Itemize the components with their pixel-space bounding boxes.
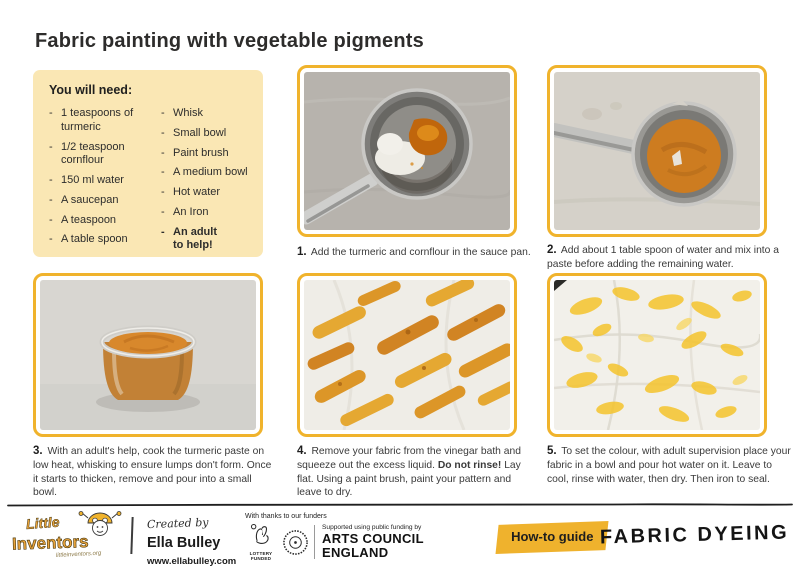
materials-column-1 bbox=[49, 107, 161, 259]
material-item bbox=[161, 206, 251, 220]
step-1-text: Add the turmeric and cornflour in the sauce pan. bbox=[310, 247, 531, 258]
bullet-dash: - bbox=[161, 107, 165, 119]
materials-title: You will need: bbox=[49, 83, 133, 97]
material-label: An Iron bbox=[173, 205, 209, 218]
step-5-text: To set the colour, with adult supervision place your fabric in a bowl and pour hot water on it. Leave to cool, rinse with water, then dry. Then iron to seal. bbox=[547, 446, 791, 485]
bullet-dash: - bbox=[161, 166, 165, 179]
step-1-photo bbox=[297, 65, 517, 237]
step-4-photo bbox=[297, 273, 517, 437]
arts-council-text-block bbox=[322, 524, 424, 560]
material-item bbox=[49, 214, 161, 228]
howto-guide-badge bbox=[496, 521, 609, 554]
arts-council-divider bbox=[314, 525, 315, 559]
material-item bbox=[161, 127, 251, 141]
bullet-dash: - bbox=[49, 174, 53, 186]
material-item bbox=[49, 141, 161, 169]
material-label: Small bowl bbox=[173, 126, 227, 139]
painted-fabric-photo bbox=[304, 280, 510, 430]
material-item bbox=[161, 186, 251, 200]
lottery-funded-logo bbox=[245, 523, 277, 561]
arts-council-roundel-icon bbox=[282, 529, 309, 556]
author-website-link: www.ellabulley.com bbox=[147, 556, 237, 566]
page-title: Fabric painting with vegetable pigments bbox=[35, 30, 424, 52]
material-label: A saucepan bbox=[61, 193, 119, 206]
bullet-dash: - bbox=[161, 205, 165, 218]
bullet-dash: - bbox=[49, 140, 53, 153]
bullet-dash: - bbox=[49, 233, 53, 246]
material-item bbox=[161, 147, 251, 161]
step-3-text: With an adult's help, cook the turmeric paste on low heat, whisking to ensure lumps don't form. Once it starts to thicken, remove and pour into a small bowl. bbox=[33, 446, 272, 499]
material-item bbox=[49, 107, 161, 135]
material-label: A medium bowl bbox=[173, 166, 248, 179]
bowl-of-paste-photo bbox=[40, 280, 256, 430]
bullet-dash: - bbox=[49, 193, 53, 206]
bullet-dash: - bbox=[49, 107, 53, 119]
dyed-fabric-photo bbox=[554, 280, 760, 430]
author-name: Ella Bulley bbox=[147, 535, 221, 551]
material-label bbox=[173, 226, 217, 254]
step-2-number: 2. bbox=[547, 244, 557, 256]
step-1-caption bbox=[297, 245, 533, 260]
material-label-line: to help! bbox=[173, 239, 213, 252]
material-label: Paint brush bbox=[173, 146, 229, 159]
step-4-text-pre: Remove your fabric from the vinegar bath and squeeze out the excess liquid. bbox=[297, 446, 521, 472]
step-4-text-post: Lay flat. Using a paint brush, paint your pattern and leave to dry. bbox=[297, 460, 521, 499]
materials-columns bbox=[49, 107, 251, 259]
step-4-number: 4. bbox=[297, 445, 307, 457]
step-5-caption bbox=[547, 444, 791, 486]
material-label: Hot water bbox=[173, 186, 221, 198]
material-item-adult-help bbox=[161, 226, 251, 254]
material-label: 1 teaspoons of turmeric bbox=[61, 107, 134, 133]
funders-block bbox=[245, 513, 424, 561]
step-2-caption bbox=[547, 243, 789, 272]
saucepan-dry-ingredients-photo bbox=[304, 72, 510, 230]
step-5-number: 5. bbox=[547, 445, 557, 457]
bullet-dash: - bbox=[161, 126, 165, 139]
material-label: A table spoon bbox=[61, 233, 128, 246]
step-1-number: 1. bbox=[297, 246, 307, 258]
saucepan-paste-photo bbox=[554, 72, 760, 230]
created-by-label: Created by bbox=[146, 515, 209, 532]
document-type-title: FABRIC DYEING bbox=[599, 521, 790, 549]
lottery-funded-label: LOTTERY FUNDED bbox=[249, 551, 273, 561]
ace-name-line1: ARTS COUNCIL bbox=[322, 531, 424, 547]
howto-guide-label: How-to guide bbox=[511, 528, 594, 544]
step-3-number: 3. bbox=[33, 445, 43, 457]
ace-name-line2: ENGLAND bbox=[322, 545, 389, 560]
logo-word-inventors: Inventors bbox=[11, 532, 89, 554]
materials-box bbox=[33, 70, 263, 257]
footer-divider-line bbox=[6, 501, 794, 509]
step-3-caption bbox=[33, 444, 275, 500]
material-label: Whisk bbox=[173, 107, 203, 119]
material-item bbox=[49, 174, 161, 188]
bullet-dash: - bbox=[161, 146, 165, 159]
crossed-fingers-icon bbox=[250, 523, 272, 545]
step-5-photo bbox=[547, 273, 767, 437]
little-inventors-logo bbox=[10, 511, 126, 559]
material-item bbox=[161, 166, 251, 180]
funders-label: With thanks to our funders bbox=[245, 513, 327, 520]
logo-word-little: Little bbox=[25, 513, 60, 532]
material-item bbox=[49, 194, 161, 208]
material-label: 150 ml water bbox=[61, 174, 124, 186]
footer-vertical-divider bbox=[130, 517, 133, 554]
material-label: 1/2 teaspoon cornflour bbox=[61, 140, 125, 167]
step-4-text-bold: Do not rinse! bbox=[437, 460, 502, 472]
material-item bbox=[49, 233, 161, 247]
bullet-dash: - bbox=[161, 225, 165, 238]
ace-supported-label: Supported using public funding by bbox=[322, 524, 422, 532]
step-4-caption bbox=[297, 444, 535, 500]
materials-column-2 bbox=[161, 107, 251, 259]
bullet-dash: - bbox=[161, 186, 165, 198]
step-2-text: Add about 1 table spoon of water and mix into a paste before adding the remaining water. bbox=[547, 245, 779, 271]
funders-logos-row bbox=[245, 523, 424, 561]
created-by-block bbox=[147, 514, 242, 566]
material-item bbox=[161, 107, 251, 121]
bullet-dash: - bbox=[49, 213, 53, 226]
step-2-photo bbox=[547, 65, 767, 237]
material-label: A teaspoon bbox=[61, 213, 117, 226]
step-3-photo bbox=[33, 273, 263, 437]
material-label-line: An adult bbox=[173, 225, 217, 238]
logo-url: littleinventors.org bbox=[55, 550, 102, 559]
